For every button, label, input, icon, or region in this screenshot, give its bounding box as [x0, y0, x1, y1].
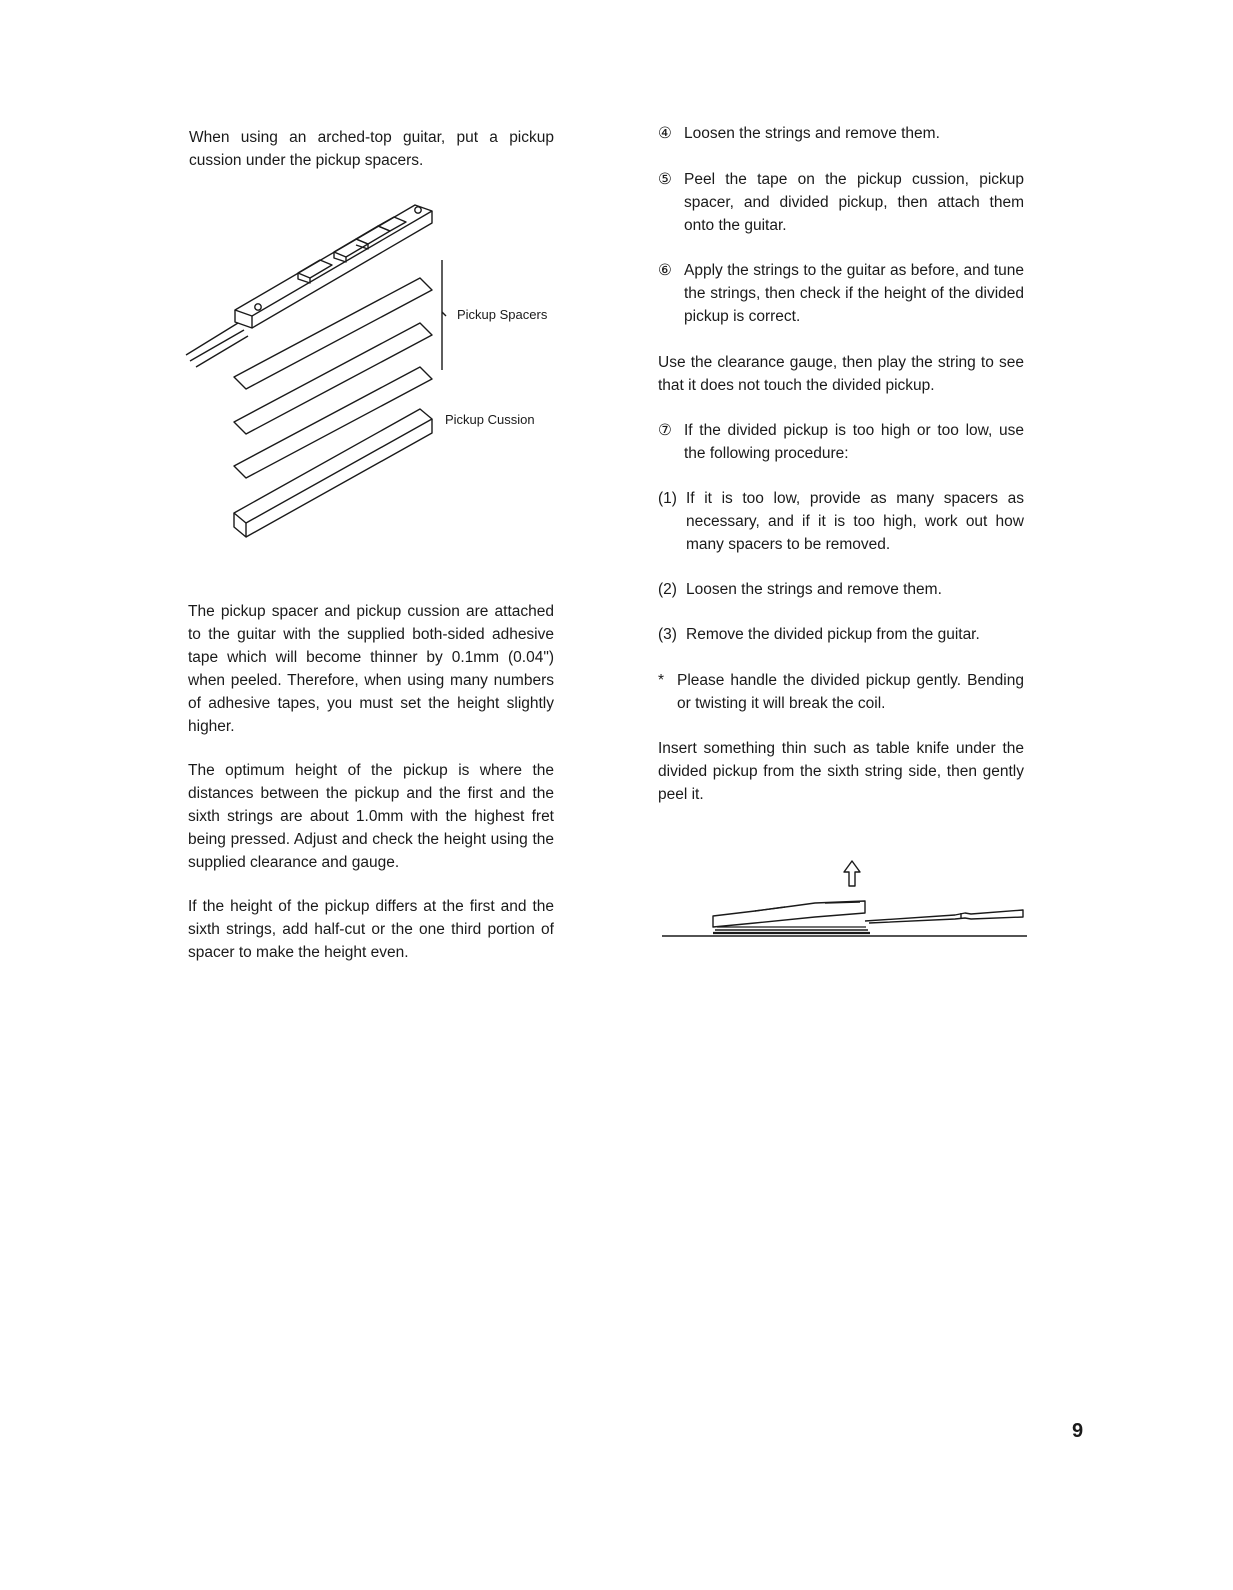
step-4	[658, 122, 1024, 145]
clearance-gauge-paragraph: Use the clearance gauge, then play the string to see that it does not touch the divided pickup.	[658, 354, 1024, 394]
adhesive-tape-paragraph: The pickup spacer and pickup cussion are attached to the guitar with the supplied both-sided adhesive tape which will become thinner by 0.1mm (0.04") when peeled. Therefore, when using many numbers of adhesive tapes, you must set the height slightly higher.	[188, 603, 554, 735]
sub-step-1	[658, 487, 1024, 556]
intro-paragraph: When using an arched-top guitar, put a pickup cussion under the pickup spacers.	[189, 129, 554, 169]
step-5	[658, 168, 1024, 237]
step-4-number: ④	[658, 125, 672, 142]
pickup-assembly-diagram	[180, 195, 470, 545]
height-differs-paragraph: If the height of the pickup differs at the first and the sixth strings, add half-cut or the one third portion of spacer to make the height even.	[188, 898, 554, 961]
sub-step-3	[658, 623, 1024, 646]
page-number: 9	[1072, 1420, 1084, 1442]
sub-step-3-number: (3)	[658, 626, 677, 643]
sub-step-2-text: Loosen the strings and remove them.	[686, 581, 942, 598]
sub-step-3-text: Remove the divided pickup from the guitar.	[686, 626, 980, 643]
up-arrow-icon	[844, 861, 860, 886]
sub-step-1-number: (1)	[658, 490, 677, 507]
caution-asterisk: *	[658, 672, 665, 689]
sub-step-2-number: (2)	[658, 581, 677, 598]
step-4-text: Loosen the strings and remove them.	[684, 125, 940, 142]
step-7	[658, 419, 1024, 465]
step-6-number: ⑥	[658, 262, 672, 279]
optimum-height-paragraph: The optimum height of the pickup is where the distances between the pickup and the first and the sixth strings are about 1.0mm with the highest fret being pressed. Adjust and check the height using the supplied clearance and gauge.	[188, 762, 554, 871]
sub-step-1-text: If it is too low, provide as many spacers as necessary, and if it is too high, work out how many spacers to be removed.	[686, 490, 1024, 553]
step-7-text: If the divided pickup is too high or too low, use the following procedure:	[684, 422, 1024, 462]
knife-removal-diagram	[655, 855, 1035, 945]
step-5-number: ⑤	[658, 171, 672, 188]
insert-knife-paragraph: Insert something thin such as table knife under the divided pickup from the sixth string side, then gently peel it.	[658, 740, 1024, 803]
step-7-number: ⑦	[658, 422, 672, 439]
step-6-text: Apply the strings to the guitar as before, and tune the strings, then check if the height of the divided pickup is correct.	[684, 262, 1024, 325]
sub-step-2	[658, 578, 1024, 601]
label-pickup-spacers: Pickup Spacers	[457, 307, 548, 322]
step-6	[658, 259, 1024, 328]
label-pickup-cussion: Pickup Cussion	[445, 412, 535, 427]
caution-note	[658, 669, 1024, 715]
caution-text: Please handle the divided pickup gently. Bending or twisting it will break the coil.	[677, 672, 1024, 712]
step-5-text: Peel the tape on the pickup cussion, pickup spacer, and divided pickup, then attach them onto the guitar.	[684, 171, 1024, 234]
